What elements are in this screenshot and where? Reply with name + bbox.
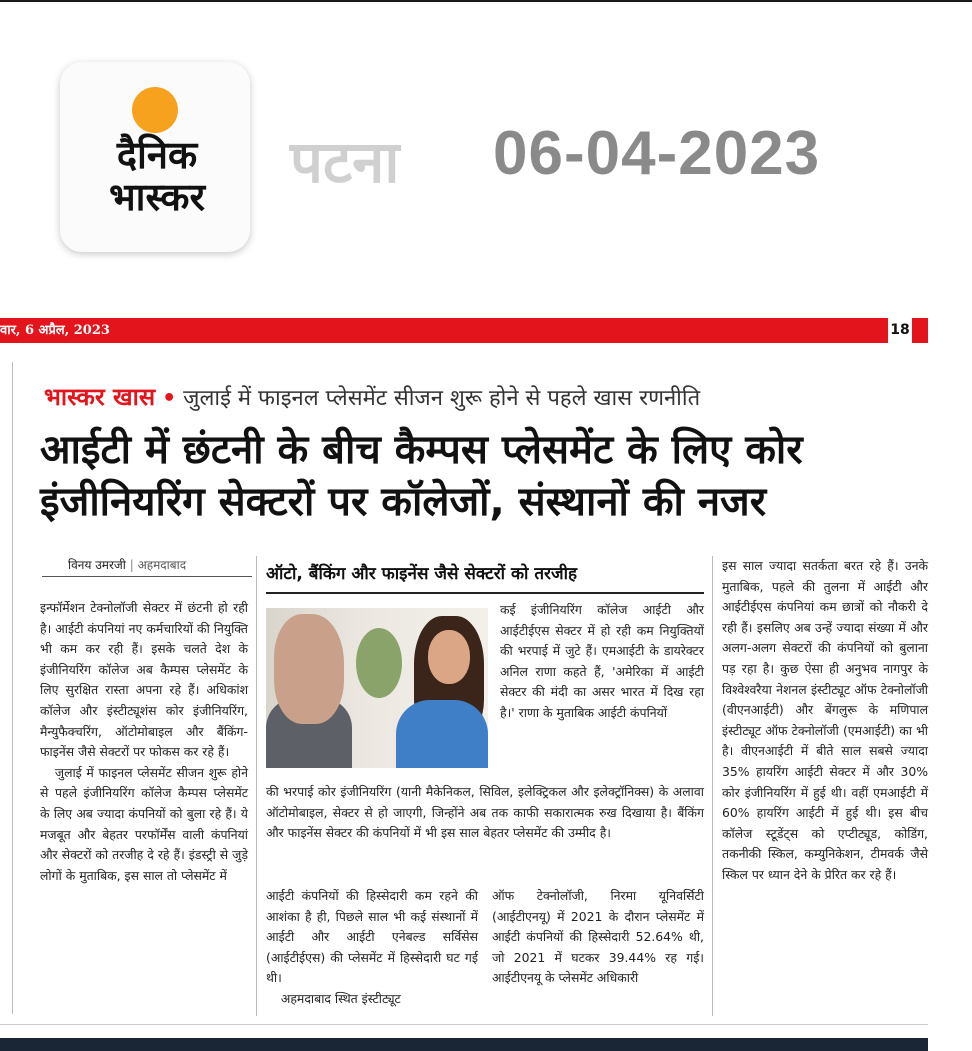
- column-divider: [256, 556, 257, 1016]
- sun-icon: [132, 87, 178, 133]
- middle-top-column: [500, 600, 704, 724]
- page-bar-date: वार, 6 अप्रैल, 2023: [0, 323, 110, 338]
- headline-line2: इंजीनियरिंग सेक्टरों पर कॉलेजों, संस्थानों की नजर: [40, 479, 767, 525]
- kicker-brand: भास्कर खास: [44, 383, 156, 411]
- middle-wide-text: [266, 782, 704, 844]
- page-number: 18: [888, 318, 912, 343]
- photo-candidate-body: [396, 700, 488, 768]
- column-divider: [712, 556, 713, 1016]
- page-header-bar: [0, 318, 928, 343]
- dateline-place: अहमदाबाद: [137, 558, 187, 572]
- byline-rule: [42, 576, 252, 577]
- subheading-rule: [266, 592, 704, 594]
- headline: [40, 424, 930, 528]
- bottom-rule: [0, 1024, 928, 1025]
- middle-bottom-left-para2: अहमदाबाद स्थित इंस्टीट्यूट: [280, 990, 401, 1006]
- middle-bottom-left-para1: आईटी कंपनियों की हिस्सेदारी कम रहने की आशंका है ही, पिछले साल भी कई संस्थानों में आईटी और आईटी एनेबल्ड सर्विसेस (आईटीईएस) की प्लेसमेंट में हिस्सेदारी घट गई थी।: [266, 888, 478, 986]
- logo-text-line2: भास्कर: [108, 175, 206, 219]
- middle-bottom-right-column: [492, 886, 704, 989]
- middle-bottom-left-column: [266, 886, 478, 1010]
- article-photo: [266, 608, 488, 768]
- middle-wide-para: की भरपाई कोर इंजीनियरिंग (यानी मैकेनिकल, सिविल, इलेक्ट्रिकल और इलेक्ट्रॉनिक्स) के अलावा ऑटोमोबाइल, सेक्टर से हो जाएगी, जिन्होंने अब तक काफी सकारात्मक रुख दिखाया है। बैंकिंग और फाइनेंस सेक्टर की कंपनियों में भी इस साल बेहतर प्लेसमेंट की उम्मीद है।: [266, 784, 704, 841]
- logo-wordmark: [82, 134, 232, 218]
- bottom-bar: [0, 1038, 928, 1051]
- middle-top-text: कई इंजीनियरिंग कॉलेज आईटी और आईटीईएस सेक्टर में हो रही कम नियुक्तियों की भरपाई में जुटे हैं। एमआईटी के डायरेक्टर अनिल राणा कहते हैं, 'अमेरिका में आईटी सेक्टर की मंदी का असर भारत में दिख रहा है।' राणा के मुताबिक आईटी कंपनियों: [500, 602, 704, 720]
- top-border: [0, 0, 972, 2]
- photo-candidate-face: [428, 630, 470, 684]
- subheading: ऑटो, बैंकिंग और फाइनेंस जैसे सेक्टरों को तरजीह: [266, 564, 578, 584]
- edition-city: पटना: [290, 128, 400, 196]
- right-column-para: इस साल ज्यादा सतर्कता बरत रहे हैं। उनके मुताबिक, पहले की तुलना में आईटी और आईटीईएस कंपनियां कम छात्रों को नौकरी दे रही हैं। इसलिए अब उन्हें ज्यादा संख्या में और अलग-अलग सेक्टरों की कंपनियों को बुलाना पड़ रहा है। कुछ ऐसा ही अनुभव नागपुर के विश्वेश्वरैया नेशनल इंस्टीट्यूट ऑफ टेक्नोलॉजी (वीएनआईटी) और बेंगलुरू के मणिपाल इंस्टीट्यूट ऑफ टेक्नोलॉजी (एमआईटी) का भी है। वीएनआईटी में बीते साल सबसे ज्यादा 35% हायरिंग आईटी सेक्टर में और 30% कोर इंजीनियरिंग में हुई थी। वहीं एमआईटी में 60% हायरिंग आईटी में हुई थी। इस बीच कॉलेज स्टूडेंट्स को एप्टीट्यूड, कोडिंग, तकनीकी स्किल, कम्युनिकेशन, टीमवर्क जैसे स्किल पर ध्यान देने के प्रेरित कर रहे हैं।: [722, 558, 928, 882]
- left-column: [40, 598, 248, 886]
- headline-line1: आईटी में छंटनी के बीच कैम्पस प्लेसमेंट के लिए कोर: [40, 427, 803, 473]
- left-column-para1: इन्फॉर्मेशन टेक्नोलॉजी सेक्टर में छंटनी हो रही है। आईटी कंपनियां नए कर्मचारियों की नियुक्ति भी कम कर रही हैं। इसके चलते देश के इंजीनियरिंग कॉलेज अब कैम्पस प्लेसमेंट के लिए सुरक्षित रास्ता अपना रहे हैं। अधिकांश कॉलेज और इंस्टीट्यूशंस कोर इंजीनियरिंग, मैन्युफैक्चरिंग, ऑटोमोबाइल और बैंकिंग-फाइनेंस जैसे सेक्टरों पर फोकस कर रहे हैं।: [40, 600, 248, 760]
- byline: [68, 556, 186, 573]
- author-name: विनय उमरजी: [68, 558, 126, 572]
- right-column: [722, 556, 928, 886]
- kicker-text: जुलाई में फाइनल प्लेसमेंट सीजन शुरू होने से पहले खास रणनीति: [183, 386, 701, 411]
- logo-text-line1: दैनिक: [116, 133, 198, 177]
- left-column-para2: जुलाई में फाइनल प्लेसमेंट सीजन शुरू होने से पहले इंजीनियरिंग कॉलेज कैम्पस प्लेसमेंट के लिए अब ज्यादा कंपनियों को बुला रहे हैं। ये मजबूत और बेहतर परफॉर्मेंस वाली कंपनियां और सेक्टरों को तरजीह दे रहे हैं। इंडस्ट्री से जुड़े लोगों के मुताबिक, इस साल तो प्लेसमेंट में: [40, 764, 248, 883]
- photo-plant: [356, 628, 402, 698]
- byline-separator: |: [129, 558, 134, 572]
- middle-bottom-right-para: ऑफ टेक्नोलॉजी, निरमा यूनिवर्सिटी (आईटीएनयू) में 2021 के दौरान प्लेसमेंट में आईटी कंपनियों की हिस्सेदारी 52.64% थी, जो 2021 में घटकर 39.44% रह गई। आईटीएनयू के प्लेसमेंट अधिकारी: [492, 888, 704, 986]
- kicker: [44, 380, 700, 416]
- column-divider: [12, 362, 13, 1014]
- bullet-icon: •: [162, 386, 177, 411]
- edition-date: 06-04-2023: [493, 119, 821, 188]
- photo-interviewer-head: [274, 614, 344, 724]
- dainik-bhaskar-logo: [60, 62, 250, 252]
